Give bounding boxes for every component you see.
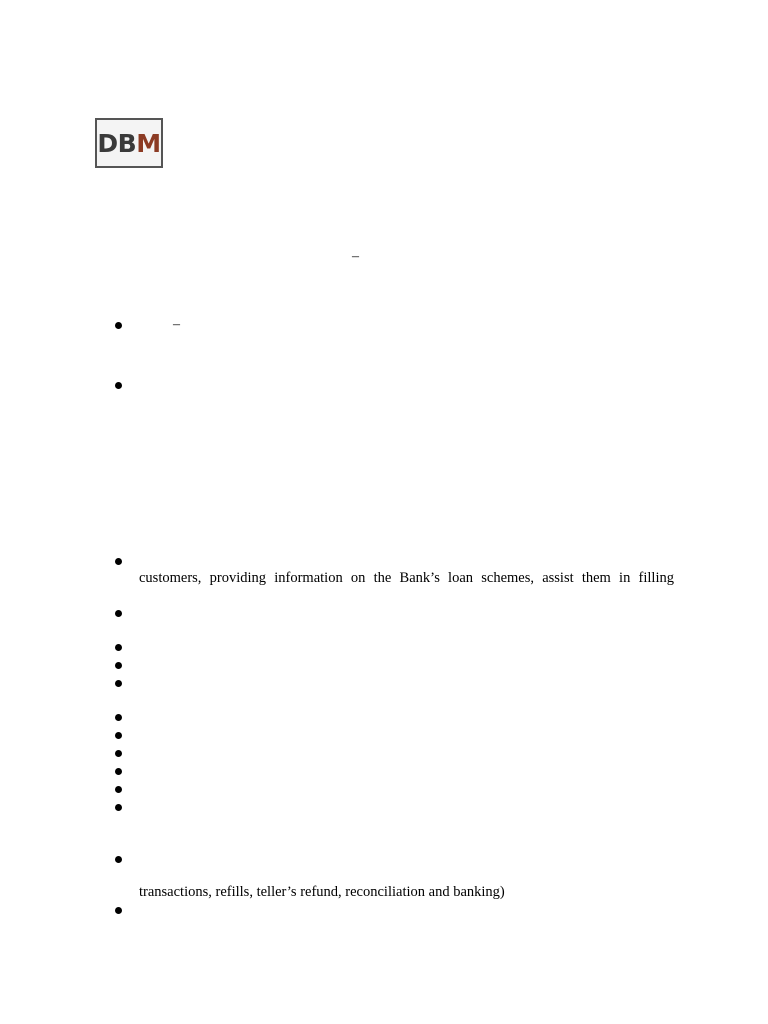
list-bullet	[115, 856, 122, 863]
list-bullet	[115, 680, 122, 687]
list-bullet	[115, 786, 122, 793]
list-bullet	[115, 382, 122, 389]
teller-duties-text: transactions, refills, teller’s refund, reconciliation and banking)	[139, 884, 505, 900]
dbm-logo	[95, 118, 163, 168]
list-bullet	[115, 714, 122, 721]
logo-letters-db: DB	[97, 128, 137, 158]
list-bullet	[115, 732, 122, 739]
logo-letter-m: M	[136, 128, 161, 158]
list-bullet	[115, 322, 122, 329]
list-bullet	[115, 644, 122, 651]
list-bullet	[115, 750, 122, 757]
list-bullet	[115, 804, 122, 811]
loan-officer-duties-text: customers, providing information on the Bank’s loan schemes, assist them in filling	[139, 570, 674, 586]
list-bullet	[115, 662, 122, 669]
list-bullet	[115, 610, 122, 617]
list-bullet	[115, 558, 122, 565]
list-item-dash: –	[173, 317, 180, 332]
heading-dash: –	[352, 249, 359, 264]
list-bullet	[115, 907, 122, 914]
list-bullet	[115, 768, 122, 775]
